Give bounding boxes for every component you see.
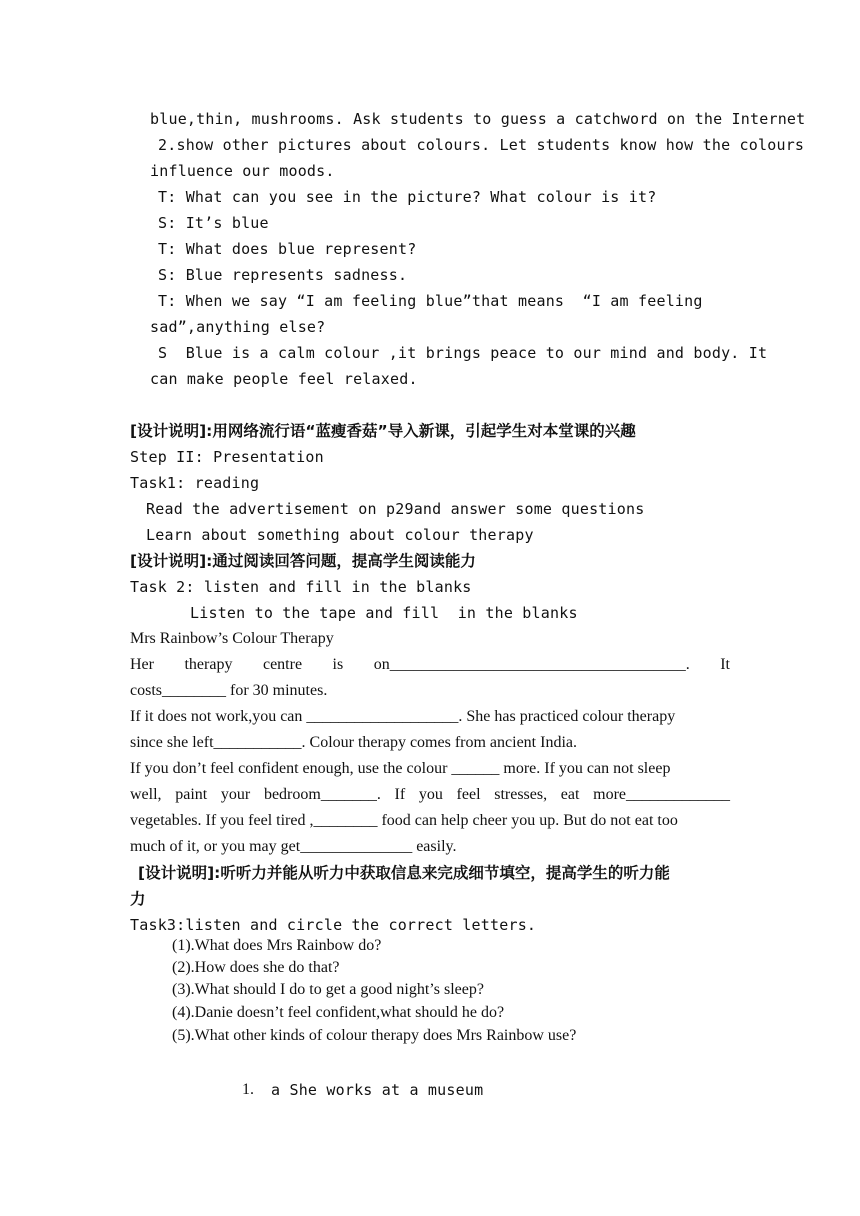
task3-title: Task3:listen and circle the correct letters. <box>130 916 537 934</box>
design-note-1: [设计说明]:用网络流行语“蓝瘦香菇”导入新课，引起学生对本堂课的兴趣 <box>130 422 636 440</box>
task2-paragraph-line-6: well, paint your bedroom_______. If you feel stresses, eat more_____________ <box>130 786 730 803</box>
step-2-heading: Step II: Presentation <box>130 448 324 466</box>
task2-title: Task 2: listen and fill in the blanks <box>130 578 472 596</box>
dialogue-student-1: S: It’s blue <box>158 214 269 232</box>
dialogue-teacher-2: T: What does blue represent? <box>158 240 417 258</box>
task1-title: Task1: reading <box>130 474 260 492</box>
task2-paragraph-line-7: vegetables. If you feel tired ,________ food can help cheer you up. But do not eat too <box>130 812 678 829</box>
dialogue-student-3b: can make people feel relaxed. <box>150 370 418 388</box>
task3-question-5: (5).What other kinds of colour therapy does Mrs Rainbow use? <box>172 1027 577 1044</box>
task3-answer-number: 1. <box>242 1081 254 1098</box>
dialogue-student-2: S: Blue represents sadness. <box>158 266 408 284</box>
task2-paragraph-line-1: Her therapy centre is on_____________________________________. It <box>130 656 730 673</box>
task2-paragraph-line-3: If it does not work,you can ___________________. She has practiced colour therapy <box>130 708 676 725</box>
task2-instruction: Listen to the tape and fill in the blanks <box>190 604 578 622</box>
design-note-3-continued: 力 <box>130 890 146 908</box>
design-note-2: [设计说明]:通过阅读回答问题，提高学生阅读能力 <box>130 552 476 570</box>
task3-question-2: (2).How does she do that? <box>172 959 340 976</box>
dialogue-student-3a: S Blue is a calm colour ,it brings peace to our mind and body. It <box>158 344 768 362</box>
task3-question-1: (1).What does Mrs Rainbow do? <box>172 937 382 954</box>
task2-paragraph-line-8: much of it, or you may get______________ easily. <box>130 838 457 855</box>
task2-paragraph-line-2: costs________ for 30 minutes. <box>130 682 328 699</box>
dialogue-teacher-3a: T: When we say “I am feeling blue”that means “I am feeling <box>158 292 703 310</box>
intro-line-1: blue,thin, mushrooms. Ask students to guess a catchword on the Internet <box>150 110 806 128</box>
task1-line-2: Learn about something about colour therapy <box>146 526 534 544</box>
task3-question-4: (4).Danie doesn’t feel confident,what should he do? <box>172 1004 505 1021</box>
task2-paragraph-line-5: If you don’t feel confident enough, use the colour ______ more. If you can not sleep <box>130 760 671 777</box>
dialogue-teacher-1: T: What can you see in the picture? What colour is it? <box>158 188 657 206</box>
task2-paragraph-line-4: since she left___________. Colour therapy comes from ancient India. <box>130 734 577 751</box>
dialogue-teacher-3b: sad”,anything else? <box>150 318 326 336</box>
task2-heading: Mrs Rainbow’s Colour Therapy <box>130 630 334 647</box>
intro-line-3: influence our moods. <box>150 162 335 180</box>
task3-question-3: (3).What should I do to get a good night’s sleep? <box>172 981 484 998</box>
task3-answer-option: a She works at a museum <box>271 1081 484 1099</box>
task1-line-1: Read the advertisement on p29and answer some questions <box>146 500 645 518</box>
design-note-3: [设计说明]:听听力并能从听力中获取信息来完成细节填空，提高学生的听力能 <box>138 864 670 882</box>
intro-line-2: 2.show other pictures about colours. Let students know how the colours <box>158 136 805 154</box>
